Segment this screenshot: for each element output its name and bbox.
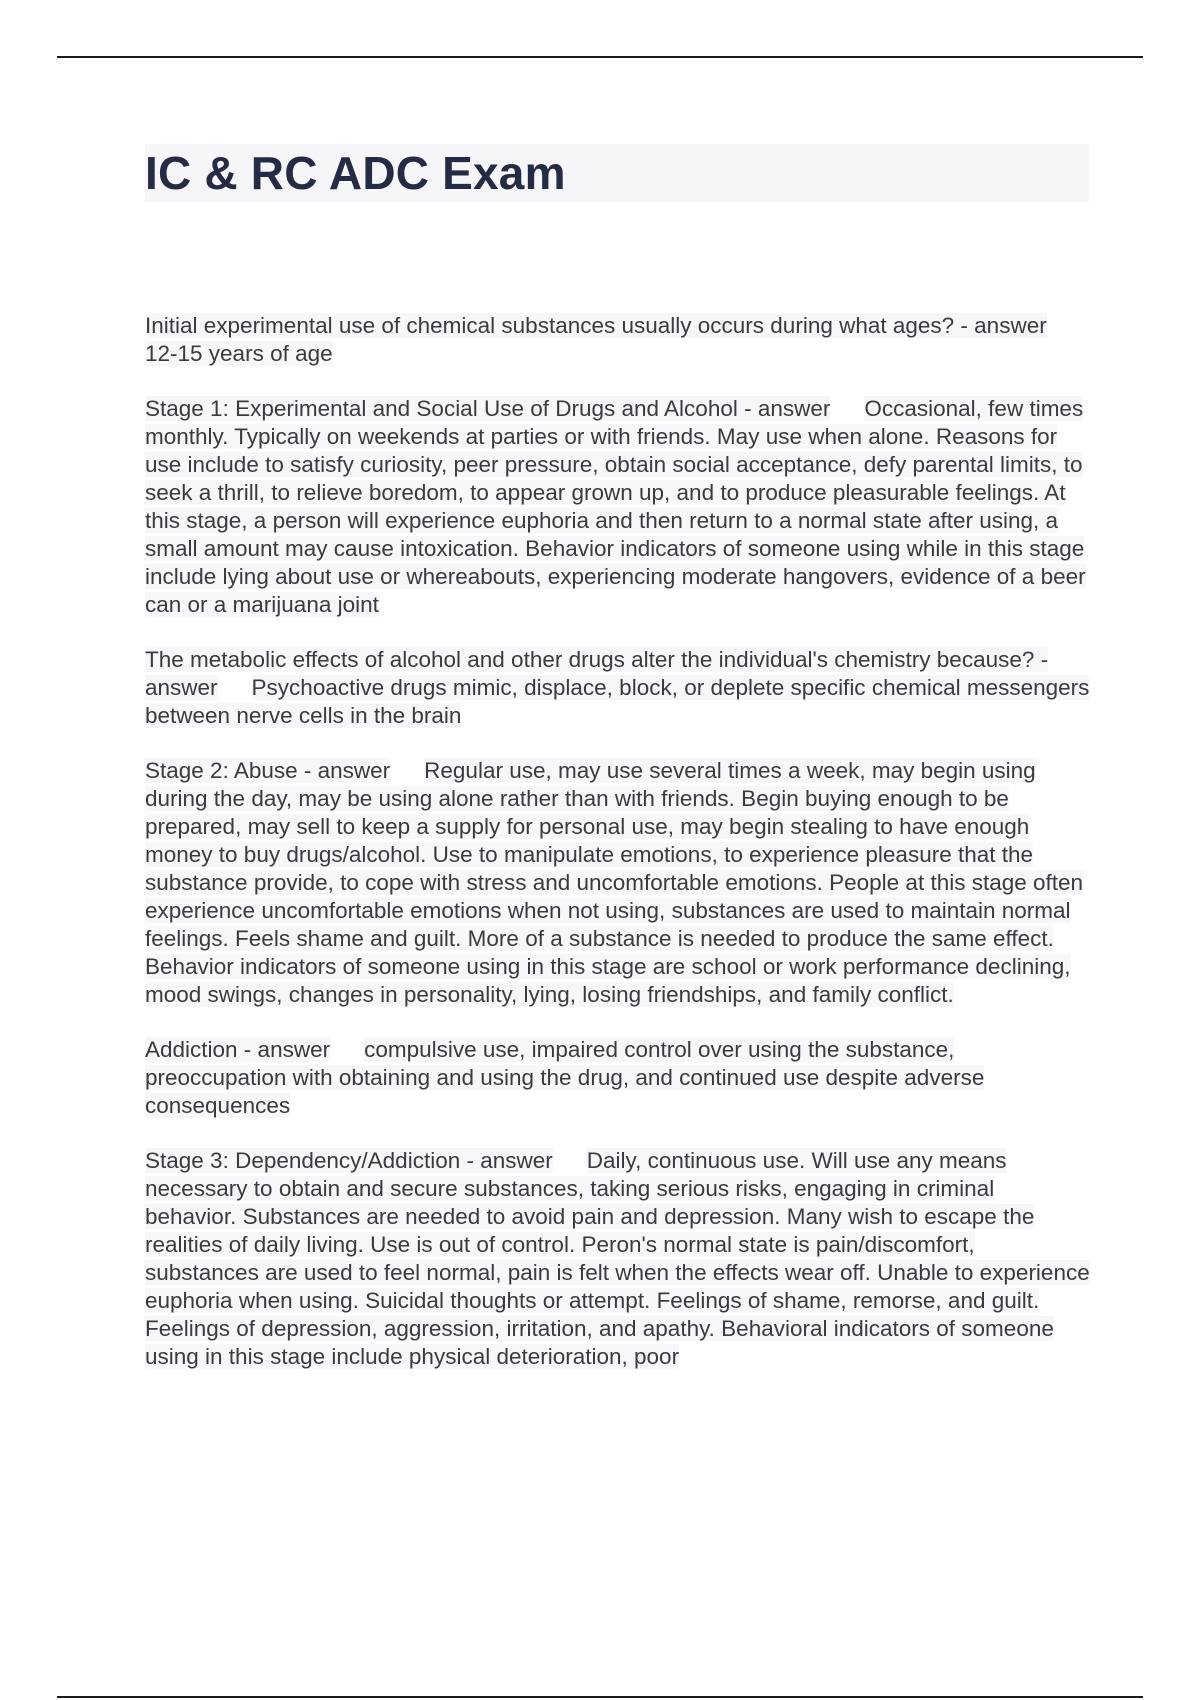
question-text: Stage 2: Abuse - answer xyxy=(145,758,391,783)
answer-text: Occasional, few times monthly. Typically on weekends at parties or with friends. May use when alone. Reasons for use include to satisfy curiosity, peer pressure, obtain social acceptance, defy parental limits, to seek a thrill, to relieve boredom, to appear grown up, and to produce pleasurable feelings. At this stage, a person will experience euphoria and then return to a normal state after using, a small amount may cause intoxication. Behavior indicators of someone using while in this stage include lying about use or whereabouts, experiencing moderate hangovers, evidence of a beer can or a marijuana joint xyxy=(145,396,1086,617)
question-text: Initial experimental use of chemical substances usually occurs during what ages? - answer xyxy=(145,313,1047,338)
qa-entry xyxy=(145,646,1090,730)
question-text: Stage 3: Dependency/Addiction - answer xyxy=(145,1148,553,1173)
answer-text: Daily, continuous use. Will use any means necessary to obtain and secure substances, taking serious risks, engaging in criminal behavior. Substances are needed to avoid pain and depression. Many wish to escape the realities of daily living. Use is out of control. Peron's normal state is pain/discomfort, substances are used to feel normal, pain is felt when the effects wear off. Unable to experience euphoria when using. Suicidal thoughts or attempt. Feelings of shame, remorse, and guilt. Feelings of depression, aggression, irritation, and apathy. Behavioral indicators of someone using in this stage include physical deterioration, poor xyxy=(145,1148,1090,1369)
question-text: The metabolic effects of alcohol and other drugs alter the individual's chemistry because? - answer xyxy=(145,647,1049,700)
page-title: IC & RC ADC Exam xyxy=(145,147,566,199)
bottom-divider xyxy=(57,1696,1143,1698)
qa-entry xyxy=(145,312,1090,368)
question-text: Addiction - answer xyxy=(145,1037,331,1062)
qa-entry xyxy=(145,1147,1090,1371)
qa-entry xyxy=(145,1036,1090,1120)
qa-list xyxy=(145,312,1090,1398)
qa-entry xyxy=(145,395,1090,619)
answer-text: Psychoactive drugs mimic, displace, block, or deplete specific chemical messengers between nerve cells in the brain xyxy=(145,675,1090,728)
title-block xyxy=(145,144,1089,202)
qa-entry xyxy=(145,757,1090,1009)
answer-text: compulsive use, impaired control over using the substance, preoccupation with obtaining and using the drug, and continued use despite adverse consequences xyxy=(145,1037,985,1118)
question-text: Stage 1: Experimental and Social Use of Drugs and Alcohol - answer xyxy=(145,396,831,421)
answer-text: Regular use, may use several times a week, may begin using during the day, may be using alone rather than with friends. Begin buying enough to be prepared, may sell to keep a supply for personal use, may begin stealing to have enough money to buy drugs/alcohol. Use to manipulate emotions, to experience pleasure that the substance provide, to cope with stress and uncomfortable emotions. People at this stage often experience uncomfortable emotions when not using, substances are used to maintain normal feelings. Feels shame and guilt. More of a substance is needed to produce the same effect. Behavior indicators of someone using in this stage are school or work performance declining, mood swings, changes in personality, lying, losing friendships, and family conflict. xyxy=(145,758,1084,1007)
answer-text: 12-15 years of age xyxy=(145,341,333,366)
top-divider xyxy=(57,56,1143,58)
